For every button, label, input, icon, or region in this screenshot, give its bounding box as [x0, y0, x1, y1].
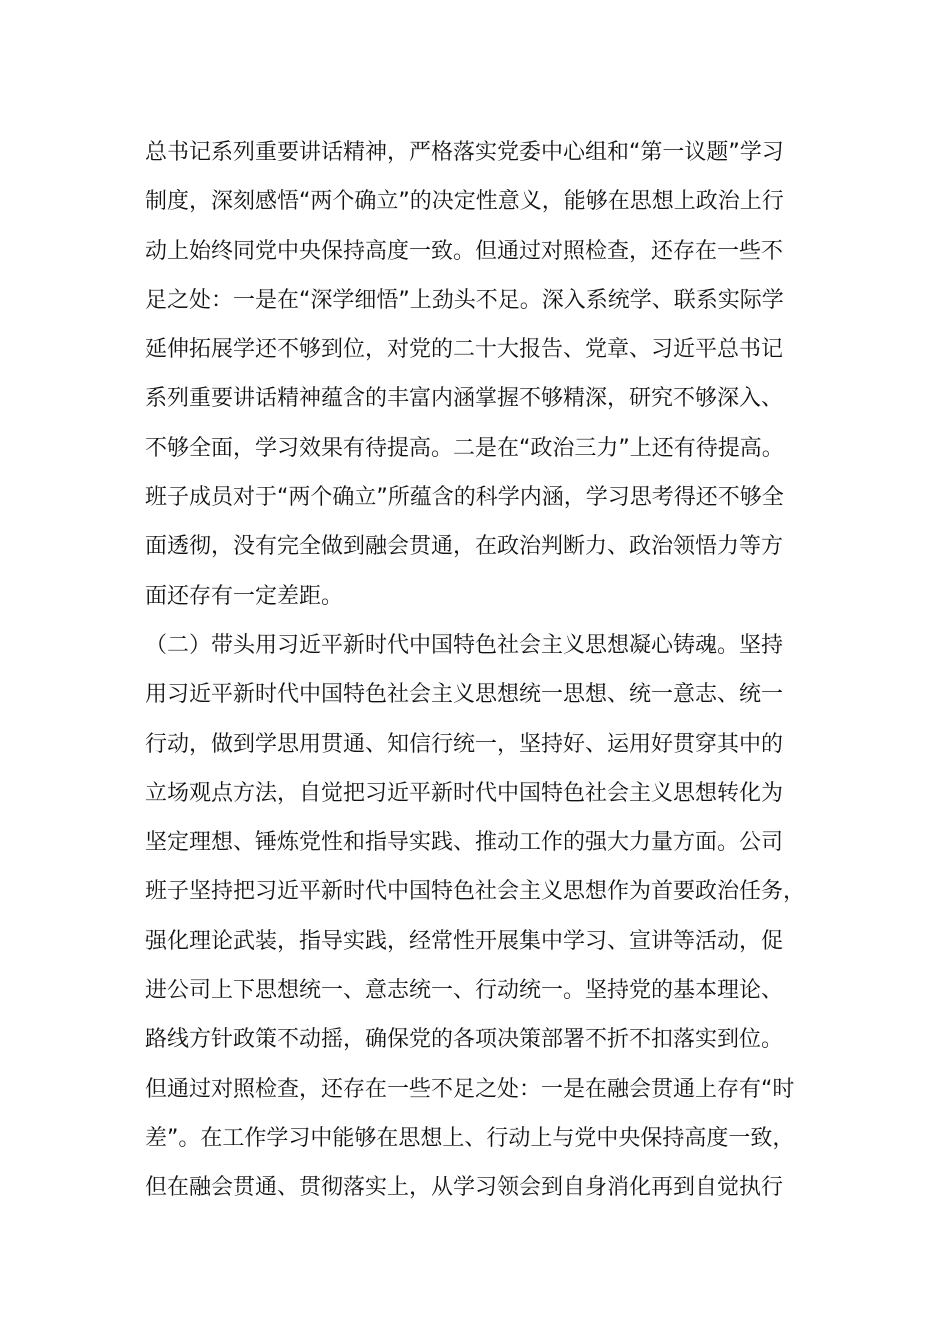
text-line: 面透彻，没有完全做到融会贯通，在政治判断力、政治领悟力等方	[145, 534, 784, 560]
text-line: 制度，深刻感悟“两个确立”的决定性意义，能够在思想上政治上行	[145, 189, 784, 215]
text-line: 进公司上下思想统一、意志统一、行动统一。坚持党的基本理论、	[145, 978, 784, 1004]
text-line: 差”。在工作学习中能够在思想上、行动上与党中央保持高度一致，	[145, 1125, 795, 1151]
text-line: 不够全面，学习效果有待提高。二是在“政治三力”上还有待提高。	[145, 435, 784, 461]
section-heading-line: （二）带头用习近平新时代中国特色社会主义思想凝心铸魂。坚持	[145, 632, 784, 658]
text-line: 强化理论武装，指导实践，经常性开展集中学习、宣讲等活动，促	[145, 928, 784, 954]
text-line: 坚定理想、锤炼党性和指导实践、推动工作的强大力量方面。公司	[145, 830, 784, 856]
text-line: 但通过对照检查，还存在一些不足之处：一是在融会贯通上存有“时	[145, 1076, 795, 1102]
text-line: 动上始终同党中央保持高度一致。但通过对照检查，还存在一些不	[145, 238, 784, 264]
text-line: 班子坚持把习近平新时代中国特色社会主义思想作为首要政治任务，	[145, 879, 806, 905]
text-line: 足之处：一是在“深学细悟”上劲头不足。深入系统学、联系实际学	[145, 287, 784, 313]
text-line: 延伸拓展学还不够到位，对党的二十大报告、党章、习近平总书记	[145, 337, 784, 363]
text-line: 面还存有一定差距。	[145, 583, 344, 609]
text-line: 行动，做到学思用贯通、知信行统一，坚持好、运用好贯穿其中的	[145, 731, 784, 757]
text-line: 用习近平新时代中国特色社会主义思想统一思想、统一意志、统一	[145, 682, 784, 708]
text-line: 班子成员对于“两个确立”所蕴含的科学内涵，学习思考得还不够全	[145, 485, 784, 511]
text-line: 路线方针政策不动摇，确保党的各项决策部署不折不扣落实到位。	[145, 1027, 784, 1053]
text-line: 系列重要讲话精神蕴含的丰富内涵掌握不够精深，研究不够深入、	[145, 386, 784, 412]
text-line: 但在融会贯通、贯彻落实上，从学习领会到自身消化再到自觉执行	[145, 1175, 784, 1201]
text-line: 立场观点方法，自觉把习近平新时代中国特色社会主义思想转化为	[145, 780, 784, 806]
document-body	[145, 128, 835, 1213]
text-line: 总书记系列重要讲话精神，严格落实党委中心组和“第一议题”学习	[145, 140, 784, 165]
